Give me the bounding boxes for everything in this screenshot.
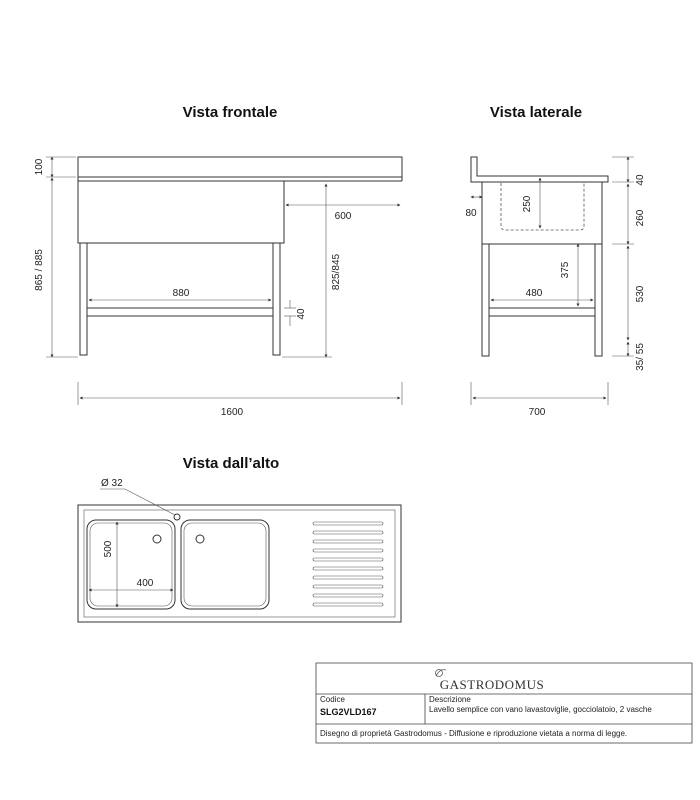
dim-shelf-height: 40 <box>296 308 307 320</box>
dim-leg-height: 825/845 <box>331 253 342 291</box>
front-apron <box>78 181 284 243</box>
top-view <box>78 455 401 622</box>
dim-inner-depth: 480 <box>525 288 543 299</box>
top-bowl-left <box>87 520 175 609</box>
top-drainer-grooves <box>313 522 383 606</box>
desc-value: Lavello semplice con vano lavastoviglie, gocciolatoio, 2 vasche <box>429 705 652 714</box>
dim-feet: 35/ 55 <box>635 343 646 371</box>
dim-bowl-section: 260 <box>635 209 646 227</box>
side-view <box>465 104 646 418</box>
dim-top-bowl-depth: 500 <box>103 540 114 558</box>
side-back-leg <box>595 244 602 356</box>
side-shelf <box>489 308 595 316</box>
front-middle-leg <box>273 243 280 355</box>
side-view-title: Vista laterale <box>489 104 583 121</box>
dim-side-rim: 40 <box>635 174 646 186</box>
dim-bowl-depth: 250 <box>522 195 533 213</box>
dim-lower-section: 530 <box>635 285 646 303</box>
dim-top-bowl-width: 400 <box>136 578 154 589</box>
ownership-notice: Disegno di proprietà Gastrodomus - Diffusione e riproduzione vietata a norma di legge. <box>320 729 628 738</box>
title-block <box>316 663 692 743</box>
dim-tap-hole: Ø 32 <box>101 478 123 489</box>
dim-total-depth: 700 <box>528 407 546 418</box>
dim-side-overhang: 80 <box>465 208 477 219</box>
front-view <box>34 104 402 418</box>
dim-shelf-width: 880 <box>172 288 190 299</box>
front-shelf <box>87 308 273 316</box>
side-front-leg <box>482 244 489 356</box>
top-bowl-right <box>181 520 269 609</box>
top-worktop <box>78 505 401 622</box>
code-value: SLG2VLD167 <box>320 707 377 717</box>
top-view-title: Vista dall’alto <box>182 455 280 472</box>
front-worktop <box>78 157 402 177</box>
brand-name: GASTRODOMUS <box>439 677 545 692</box>
dim-total-width: 1600 <box>220 407 244 418</box>
side-worktop <box>471 157 608 182</box>
side-bowl-outline <box>501 183 584 230</box>
brand-logo <box>436 670 545 693</box>
top-bowl-right-drain <box>196 535 204 543</box>
top-bowl-left-drain <box>153 535 161 543</box>
desc-label: Descrizione <box>429 695 471 704</box>
code-label: Codice <box>320 695 345 704</box>
dim-drawer-width: 600 <box>334 211 352 222</box>
dim-shelf-to-bowl: 375 <box>560 261 571 279</box>
dim-top-height: 100 <box>34 158 45 176</box>
dim-total-height: 865 / 885 <box>34 249 45 291</box>
top-worktop-rim <box>84 510 395 617</box>
front-left-leg <box>80 243 87 355</box>
front-view-title: Vista frontale <box>182 104 278 121</box>
